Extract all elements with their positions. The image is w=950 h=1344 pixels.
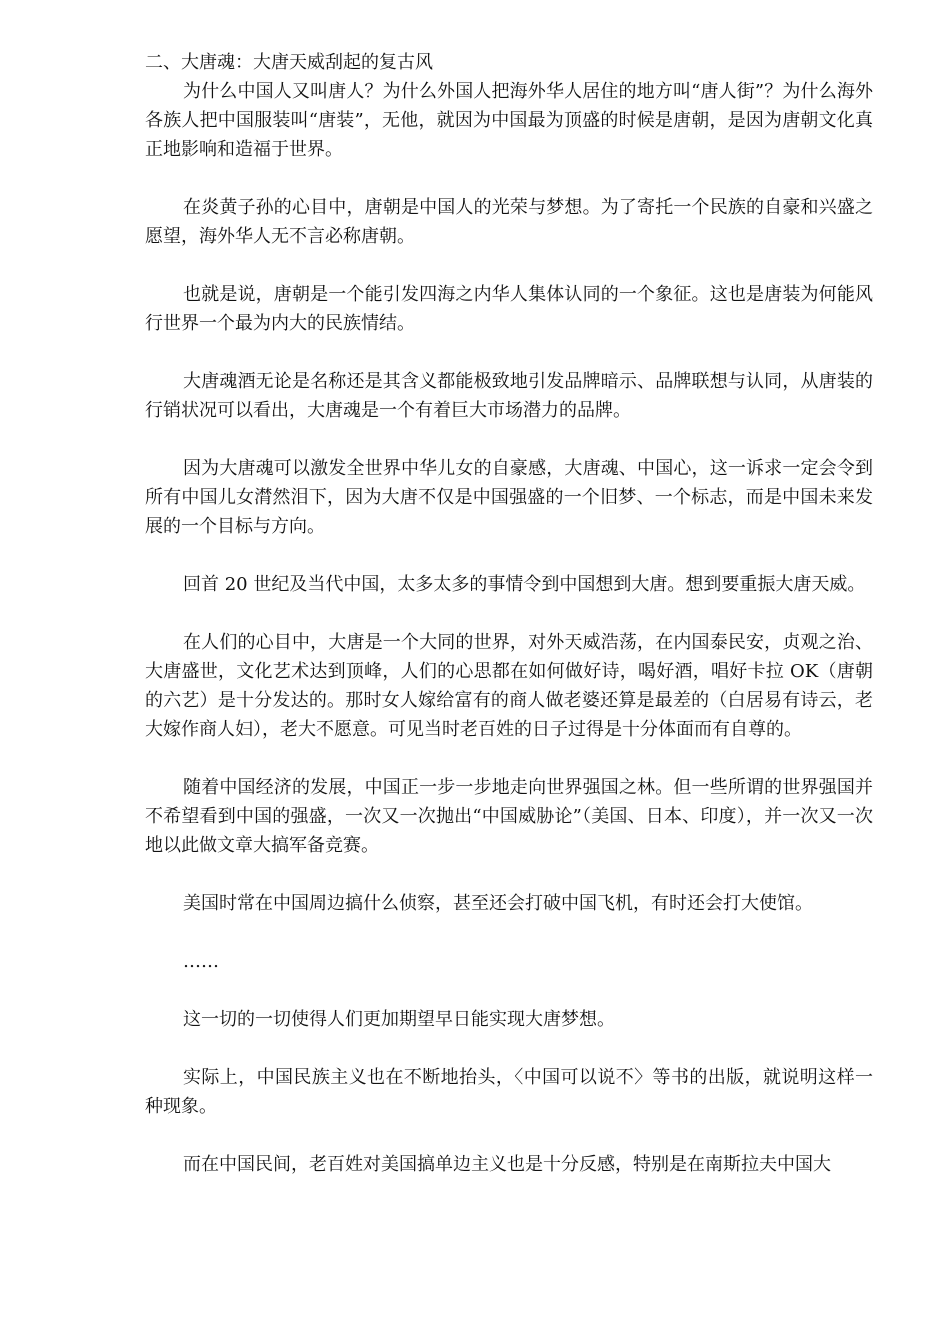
paragraph-3: 也就是说，唐朝是一个能引发四海之内华人集体认同的一个象征。这也是唐装为何能风行世界一个最为内大的民族情结。 — [145, 284, 873, 334]
ellipsis-paragraph: …… — [183, 951, 219, 972]
paragraph-10: 这一切的一切使得人们更加期望早日能实现大唐梦想。 — [183, 1009, 615, 1030]
paragraph-8: 随着中国经济的发展，中国正一步一步地走向世界强国之林。但一些所谓的世界强国并不希望看到中国的强盛，一次又一次抛出“中国威胁论”（美国、日本、印度），并一次又一次地以此做文章大搞军备竞赛。 — [145, 777, 873, 856]
paragraph-6: 回首 20 世纪及当代中国，太多太多的事情令到中国想到大唐。想到要重振大唐天威。 — [183, 574, 866, 595]
paragraph-5: 因为大唐魂可以激发全世界中华儿女的自豪感，大唐魂、中国心，这一诉求一定会令到所有中国儿女潸然泪下，因为大唐不仅是中国强盛的一个旧梦、一个标志，而是中国未来发展的一个目标与方向。 — [145, 458, 873, 537]
paragraph-12: 而在中国民间，老百姓对美国搞单边主义也是十分反感，特别是在南斯拉夫中国大 — [183, 1154, 831, 1175]
paragraph-11: 实际上，中国民族主义也在不断地抬头，〈中国可以说不〉等书的出版，就说明这样一种现象。 — [145, 1067, 873, 1117]
document-body — [145, 48, 873, 1208]
paragraph-9: 美国时常在中国周边搞什么侦察，甚至还会打破中国飞机，有时还会打大使馆。 — [183, 893, 813, 914]
paragraph-2: 在炎黄子孙的心目中，唐朝是中国人的光荣与梦想。为了寄托一个民族的自豪和兴盛之愿望，海外华人无不言必称唐朝。 — [145, 197, 873, 247]
paragraph-1: 为什么中国人又叫唐人？为什么外国人把海外华人居住的地方叫“唐人街”？为什么海外各族人把中国服装叫“唐装”，无他，就因为中国最为顶盛的时候是唐朝，是因为唐朝文化真正地影响和造福于世界。 — [145, 81, 873, 160]
paragraph-7: 在人们的心目中，大唐是一个大同的世界，对外天威浩荡，在内国泰民安，贞观之治、大唐盛世，文化艺术达到顶峰，人们的心思都在如何做好诗，喝好酒，唱好卡拉 OK（唐朝的六艺）是十分发达的。那时女人嫁给富有的商人做老婆还算是最差的（白居易有诗云，老大嫁作商人妇），老大不愿意。可见当时老百姓的日子过得是十分体面而有自尊的。 — [145, 632, 873, 740]
paragraph-4: 大唐魂酒无论是名称还是其含义都能极致地引发品牌暗示、品牌联想与认同，从唐装的行销状况可以看出，大唐魂是一个有着巨大市场潜力的品牌。 — [145, 371, 873, 421]
section-heading: 二、大唐魂：大唐天威刮起的复古风 — [145, 52, 433, 73]
